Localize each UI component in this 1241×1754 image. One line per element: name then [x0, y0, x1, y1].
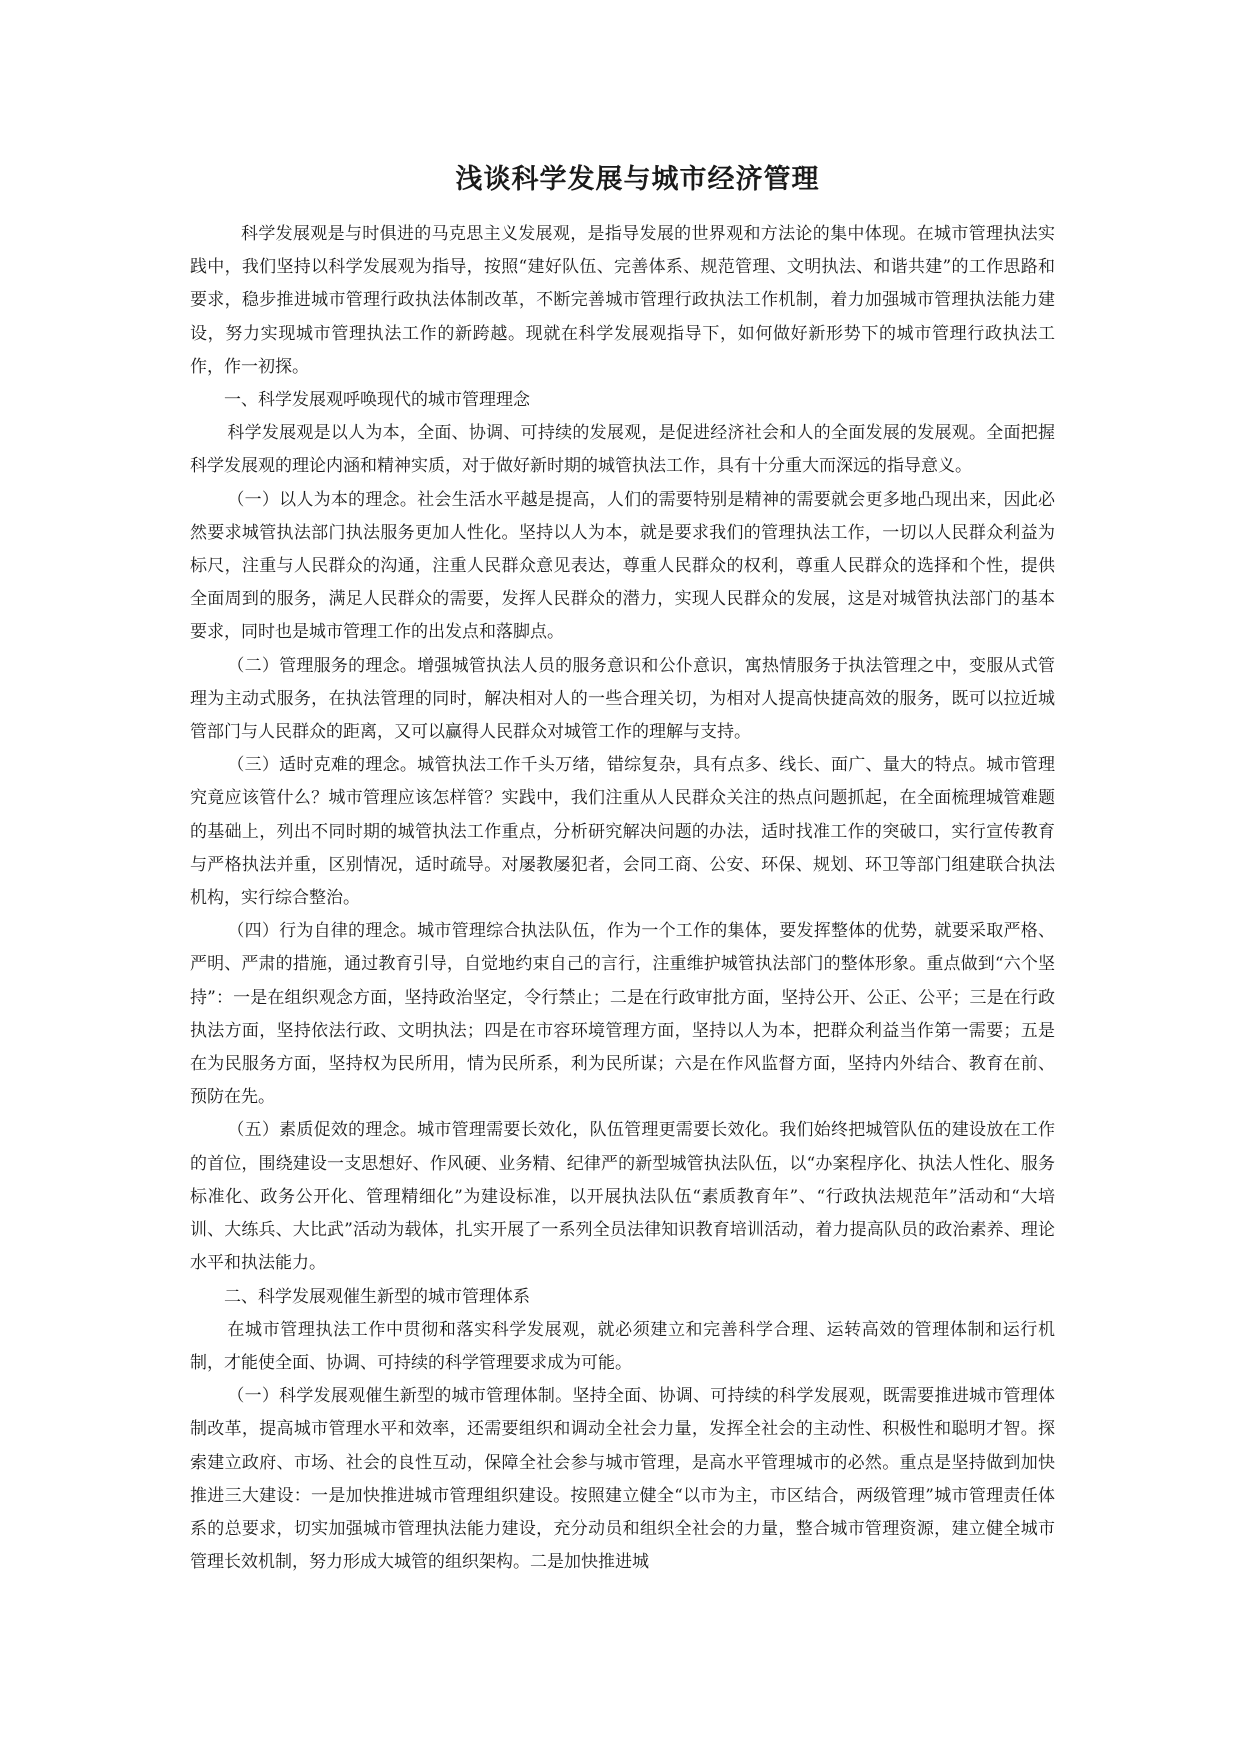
section-heading: 二、科学发展观催生新型的城市管理体系: [224, 1286, 530, 1307]
body-paragraph: （四）行为自律的理念。城市管理综合执法队伍，作为一个工作的集体，要发挥整体的优势，就要采取严格、严明、严肃的措施，通过教育引导，自觉地约束自己的言行，注重维护城管执法部门的整体形象。重点做到“六个坚持”：一是在组织观念方面，坚持政治坚定，令行禁止；二是在行政审批方面，坚持公开、公正、公平；三是在行政执法方面，坚持依法行政、文明执法；四是在市容环境管理方面，坚持以人为本，把群众利益当作第一需要；五是在为民服务方面，坚持权为民所用，情为民所系，利为民所谋；六是在作风监督方面，坚持内外结合、教育在前、预防在先。: [190, 921, 1055, 1108]
body-paragraph: （二）管理服务的理念。增强城管执法人员的服务意识和公仆意识，寓热情服务于执法管理之中，变服从式管理为主动式服务，在执法管理的同时，解决相对人的一些合理关切，为相对人提高快捷高效的服务，既可以拉近城管部门与人民群众的距离，又可以赢得人民群众对城管工作的理解与支持。: [190, 655, 1055, 743]
body-paragraph: 科学发展观是以人为本，全面、协调、可持续的发展观，是促进经济社会和人的全面发展的发展观。全面把握科学发展观的理论内涵和精神实质，对于做好新时期的城管执法工作，具有十分重大而深远的指导意义。: [190, 423, 1055, 477]
section-heading: 一、科学发展观呼唤现代的城市管理理念: [224, 390, 530, 411]
document-title: 浅谈科学发展与城市经济管理: [455, 164, 820, 195]
body-paragraph: （三）适时克难的理念。城管执法工作千头万绪，错综复杂，具有点多、线长、面广、量大的特点。城市管理究竟应该管什么？城市管理应该怎样管？实践中，我们注重从人民群众关注的热点问题抓起，在全面梳理城管难题的基础上，列出不同时期的城管执法工作重点，分析研究解决问题的办法，适时找准工作的突破口，实行宣传教育与严格执法并重，区别情况，适时疏导。对屡教屡犯者，会同工商、公安、环保、规划、环卫等部门组建联合执法机构，实行综合整治。: [190, 755, 1055, 909]
body-paragraph: 在城市管理执法工作中贯彻和落实科学发展观，就必须建立和完善科学合理、运转高效的管理体制和运行机制，才能使全面、协调、可持续的科学管理要求成为可能。: [190, 1319, 1055, 1373]
body-paragraph: （五）素质促效的理念。城市管理需要长效化，队伍管理更需要长效化。我们始终把城管队伍的建设放在工作的首位，围绕建设一支思想好、作风硬、业务精、纪律严的新型城管执法队伍，以“办案程序化、执法人性化、服务标准化、政务公开化、管理精细化”为建设标准，以开展执法队伍“素质教育年”、“行政执法规范年”活动和“大培训、大练兵、大比武”活动为载体，扎实开展了一系列全员法律知识教育培训活动，着力提高队员的政治素养、理论水平和执法能力。: [190, 1120, 1055, 1274]
body-paragraph: 科学发展观是与时俱进的马克思主义发展观，是指导发展的世界观和方法论的集中体现。在城市管理执法实践中，我们坚持以科学发展观为指导，按照“建好队伍、完善体系、规范管理、文明执法、和谐共建”的工作思路和要求，稳步推进城市管理行政执法体制改革，不断完善城市管理行政执法工作机制，着力加强城市管理执法能力建设，努力实现城市管理执法工作的新跨越。现就在科学发展观指导下，如何做好新形势下的城市管理行政执法工作，作一初探。: [190, 224, 1055, 377]
document-body: [190, 218, 1055, 1579]
document-page: [190, 160, 1055, 1579]
body-paragraph: （一）以人为本的理念。社会生活水平越是提高，人们的需要特别是精神的需要就会更多地凸现出来，因此必然要求城管执法部门执法服务更加人性化。坚持以人为本，就是要求我们的管理执法工作，一切以人民群众利益为标尺，注重与人民群众的沟通，注重人民群众意见表达，尊重人民群众的权利，尊重人民群众的选择和个性，提供全面周到的服务，满足人民群众的需要，发挥人民群众的潜力，实现人民群众的发展，这是对城管执法部门的基本要求，同时也是城市管理工作的出发点和落脚点。: [190, 489, 1055, 643]
body-paragraph: （一）科学发展观催生新型的城市管理体制。坚持全面、协调、可持续的科学发展观，既需要推进城市管理体制改革，提高城市管理水平和效率，还需要组织和调动全社会力量，发挥全社会的主动性、积极性和聪明才智。探索建立政府、市场、社会的良性互动，保障全社会参与城市管理，是高水平管理城市的必然。重点是坚持做到加快推进三大建设：一是加快推进城市管理组织建设。按照建立健全“以市为主，市区结合，两级管理”城市管理责任体系的总要求，切实加强城市管理执法能力建设，充分动员和组织全社会的力量，整合城市管理资源，建立健全城市管理长效机制，努力形成大城管的组织架构。二是加快推进城: [190, 1386, 1055, 1573]
